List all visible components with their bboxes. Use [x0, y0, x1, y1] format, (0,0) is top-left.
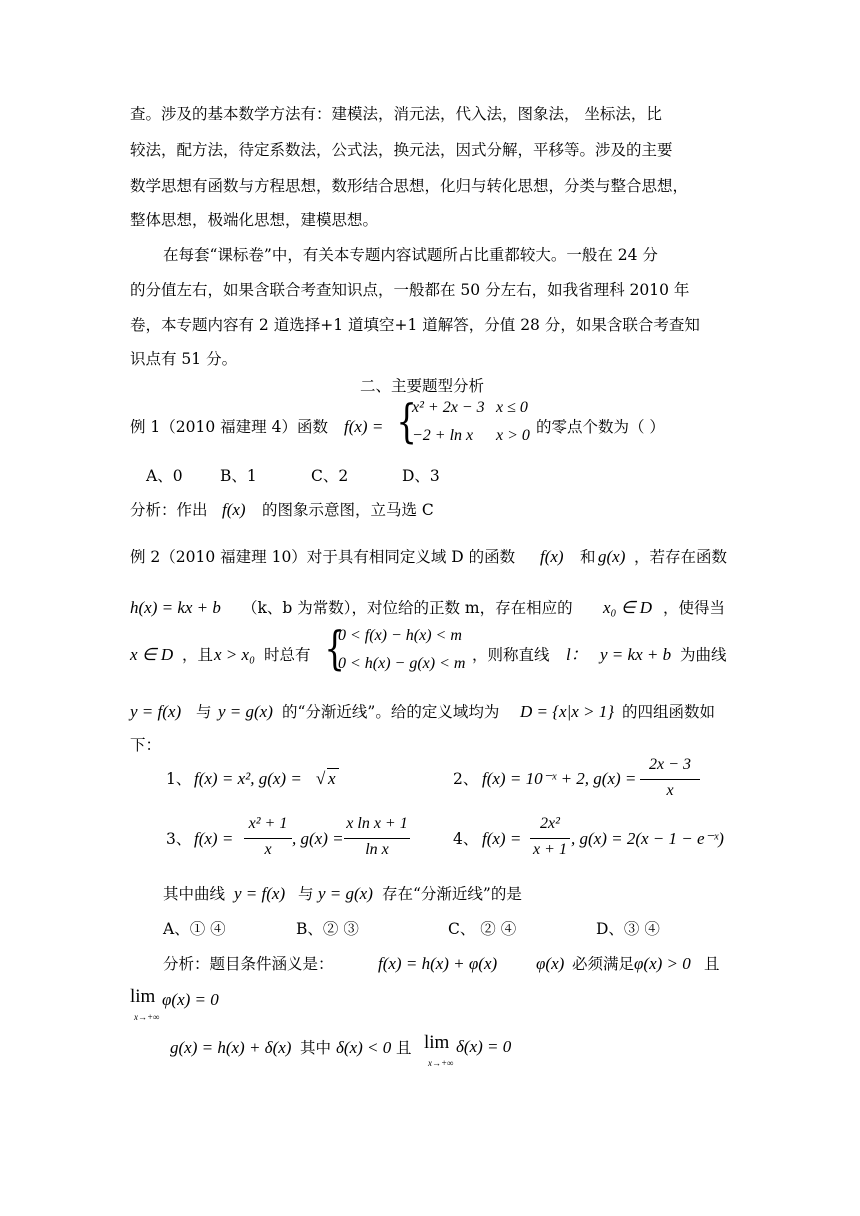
ex2-analysis-f: f(x) = h(x) + φ(x) — [378, 954, 498, 973]
ex1-brace: { — [396, 394, 417, 448]
item2-label: 2、 — [453, 770, 479, 788]
lim1-sub: x→+∞ — [134, 1012, 160, 1022]
ex2-line3-b: 时总有 — [264, 646, 311, 664]
item4-label: 4、 — [453, 830, 479, 848]
lim1-expr: φ(x) = 0 — [162, 990, 219, 1009]
ex2-analysis-a: 分析：题目条件涵义是： — [163, 955, 334, 973]
ex2-line4-a: 与 — [196, 703, 212, 721]
ex2-option-a: A、① ④ — [163, 920, 226, 938]
ex1-option-c: C、2 — [311, 467, 349, 485]
item3-label: 3、 — [166, 830, 192, 848]
ex2-line2-x0: x₀ ∈ D — [603, 598, 653, 617]
ex2-ineq2: 0 < h(x) − g(x) < m — [338, 655, 466, 672]
ex2-line2-a: （k、b 为常数），对位给的正数 m，存在相应的 — [242, 599, 573, 617]
item1-sqrt-arg: x — [328, 769, 336, 788]
item1-sqrt-sign: √ — [316, 769, 326, 788]
ex2-line3-a: ，且 — [182, 646, 214, 664]
ex2-line4-yf: y = f(x) — [130, 702, 182, 721]
ex1-prefix: 例 1（2010 福建理 4）函数 — [130, 418, 328, 436]
item2-expr: f(x) = 10⁻ˣ + 2, g(x) = — [482, 769, 637, 788]
item1-expr: f(x) = x², g(x) = — [194, 769, 302, 788]
ex2-line1-b: ，若存在函数 — [634, 548, 728, 566]
item4-g: , g(x) = 2(x − 1 − e⁻ˣ) — [571, 829, 724, 848]
ex1-analysis-suffix: 的图象示意图，立马选 C — [262, 501, 434, 519]
ex2-line1-a: 例 2（2010 福建理 10）对于具有相同定义域 D 的函数 — [130, 548, 516, 566]
item3-f-frac — [244, 815, 292, 863]
item3-g-frac — [344, 815, 410, 863]
lim2-word: lim — [424, 1032, 450, 1053]
item3-g-num: x ln x + 1 — [346, 815, 408, 832]
lim1-word: lim — [130, 986, 156, 1007]
para1-line4: 整体思想，极端化思想，建模思想。 — [130, 211, 379, 229]
ex2-line4-domain: D = {x|x > 1} — [520, 702, 615, 721]
ex1-case2-expr: −2 + ln x — [412, 427, 474, 444]
ex2-question-b: 与 — [298, 885, 314, 903]
ex2-option-d: D、③ ④ — [596, 920, 660, 938]
item3-g: , g(x) = — [292, 829, 344, 848]
ex1-option-a: A、0 — [146, 467, 183, 485]
item4-f: f(x) = — [482, 829, 522, 848]
ex1-suffix: 的零点个数为（ ） — [536, 418, 665, 436]
ex2-line2-b: ，使得当 — [663, 599, 726, 617]
item2-frac-den: x — [666, 782, 674, 799]
ex2-question-c: 存在“分渐近线”的是 — [382, 885, 522, 903]
ex2-analysis-c: 且 — [704, 955, 720, 973]
ex2-an2-g: g(x) = h(x) + δ(x) — [170, 1038, 292, 1057]
ex2-line5: 下： — [130, 736, 162, 754]
item3-f: f(x) = — [194, 829, 234, 848]
ex2-an2-b: 且 — [396, 1039, 412, 1057]
item1-label: 1、 — [166, 770, 192, 788]
ex2-line3-xx0: x > x₀ — [214, 645, 255, 664]
ex2-analysis-cond: φ(x) > 0 — [634, 954, 691, 973]
ex2-question-yf: y = f(x) — [234, 884, 286, 903]
ex2-line3-l: l： — [566, 645, 588, 664]
ex2-option-c: C、 ② ④ — [448, 920, 517, 938]
item4-f-bar — [530, 838, 570, 839]
ex2-ineq-brace: { — [324, 621, 345, 675]
para2-line2: 的分值左右，如果含联合考查知识点，一般都在 50 分左右，如我省理科 2010 年 — [130, 281, 690, 299]
ex1-case2-cond: x > 0 — [496, 427, 530, 444]
item3-f-den: x — [264, 841, 272, 858]
ex2-line1-and: 和 — [580, 548, 596, 566]
ex1-analysis-func: f(x) — [222, 500, 246, 519]
ex2-option-b: B、② ③ — [296, 920, 359, 938]
ex1-func: f(x) = — [344, 417, 384, 436]
ex2-analysis-b: 必须满足 — [572, 955, 635, 973]
para1-line3: 数学思想有函数与方程思想，数形结合思想，化归与转化思想，分类与整合思想， — [130, 177, 689, 195]
ex1-case1-cond: x ≤ 0 — [496, 399, 528, 416]
item4-f-frac — [530, 815, 570, 863]
ex2-line1-g: g(x) — [598, 547, 626, 566]
ex1-case1-expr: x² + 2x − 3 — [412, 399, 485, 416]
item3-g-den: ln x — [365, 841, 389, 858]
para2-line4: 识点有 51 分。 — [130, 350, 238, 368]
item2-frac-bar — [640, 779, 700, 780]
para2-line1: 在每套“课标卷”中，有关本专题内容试题所占比重都较大。一般在 24 分 — [163, 246, 658, 264]
ex2-ineq1: 0 < f(x) − h(x) < m — [338, 627, 462, 644]
item3-g-bar — [344, 838, 410, 839]
lim2-sub: x→+∞ — [428, 1058, 454, 1068]
ex2-an2-cond: δ(x) < 0 — [336, 1038, 392, 1057]
ex2-line3-c: ，则称直线 — [472, 646, 550, 664]
ex2-line4-b: 的“分渐近线”。给的定义域均为 — [282, 703, 500, 721]
para1-line1: 查。涉及的基本数学方法有：建模法，消元法，代入法，图象法， 坐标法，比 — [130, 105, 662, 123]
ex2-analysis-phi: φ(x) — [536, 954, 565, 973]
item3-f-num: x² + 1 — [248, 815, 288, 832]
ex1-analysis-prefix: 分析：作出 — [130, 501, 208, 519]
ex2-line3-line: y = kx + b — [600, 645, 672, 664]
para2-line3: 卷，本专题内容有 2 道选择+1 道填空+1 道解答，分值 28 分，如果含联合考查知 — [130, 316, 700, 334]
ex2-line3-d: 为曲线 — [680, 646, 727, 664]
ex2-line4-c: 的四组函数如 — [622, 703, 716, 721]
ex2-line1-f: f(x) — [540, 547, 564, 566]
ex2-line2-h: h(x) = kx + b — [130, 598, 221, 617]
item4-f-den: x + 1 — [533, 841, 567, 858]
item4-f-num: 2x² — [540, 815, 560, 832]
item3-f-bar — [244, 838, 292, 839]
ex1-option-b: B、1 — [220, 467, 257, 485]
section-title: 二、主要题型分析 — [360, 377, 485, 395]
lim2-expr: δ(x) = 0 — [456, 1037, 512, 1056]
para1-line2: 较法，配方法，待定系数法，公式法，换元法，因式分解，平移等。涉及的主要 — [130, 141, 673, 159]
item2-frac — [640, 756, 700, 804]
item2-frac-num: 2x − 3 — [649, 756, 691, 773]
ex2-question-a: 其中曲线 — [163, 885, 226, 903]
ex2-an2-a: 其中 — [300, 1039, 332, 1057]
ex1-option-d: D、3 — [402, 467, 440, 485]
ex2-question-yg: y = g(x) — [318, 884, 373, 903]
ex2-line4-yg: y = g(x) — [218, 702, 273, 721]
ex2-line3-xd: x ∈ D — [130, 645, 174, 664]
